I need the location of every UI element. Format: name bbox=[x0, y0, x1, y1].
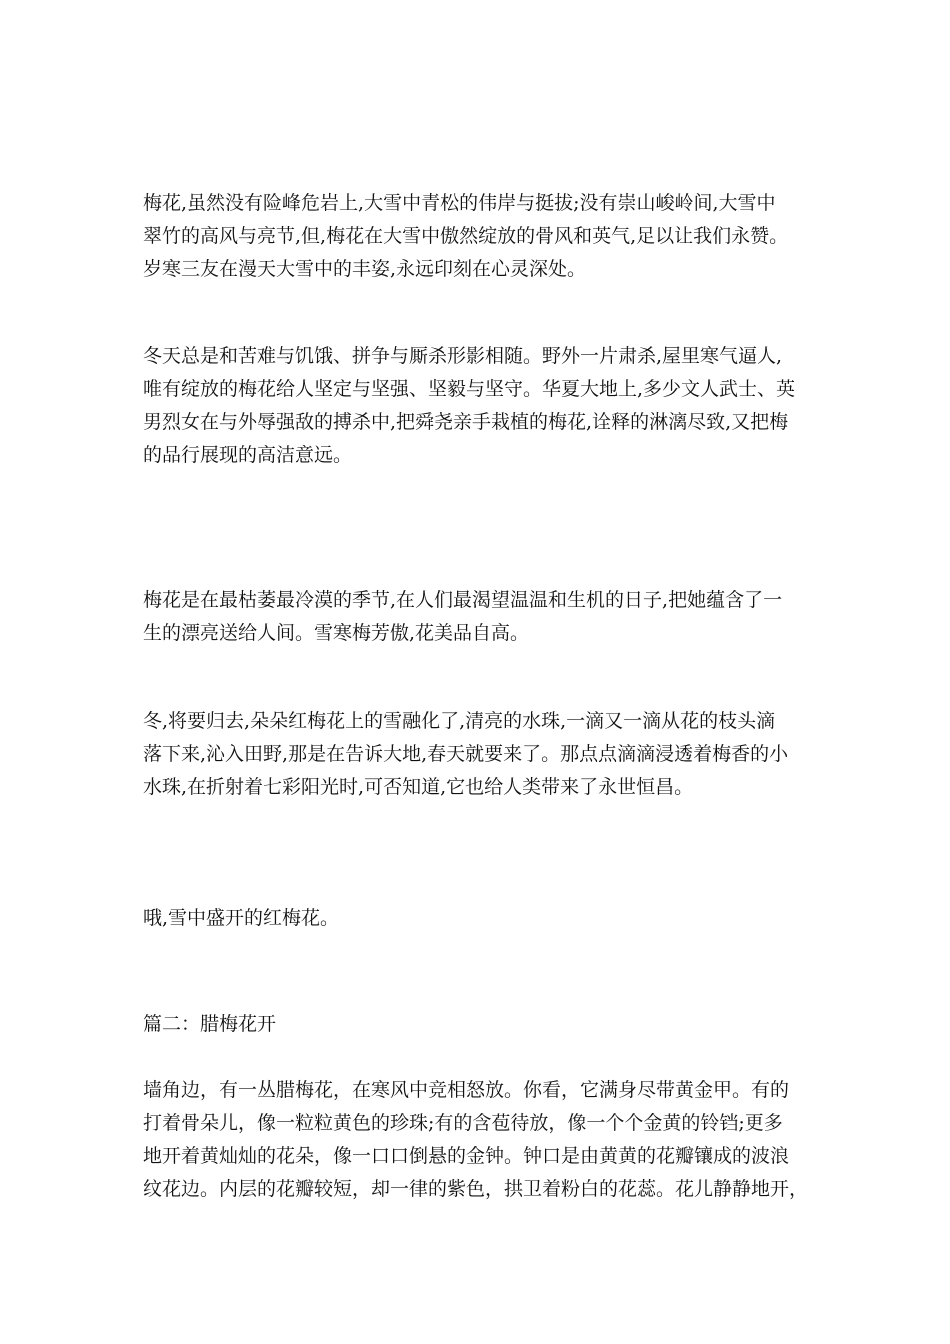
text-line: 水珠,在折射着七彩阳光时,可否知道,它也给人类带来了永世恒昌。 bbox=[143, 776, 694, 798]
text-line: 冬天总是和苦难与饥饿、拼争与厮杀形影相随。野外一片肃杀,屋里寒气逼人, bbox=[143, 345, 783, 367]
text-line: 打着骨朵儿，像一粒粒黄色的珍珠;有的含苞待放，像一个个金黄的铃铛;更多 bbox=[143, 1112, 783, 1134]
text-line: 地开着黄灿灿的花朵，像一口口倒悬的金钟。钟口是由黄黄的花瓣镶成的波浪 bbox=[143, 1145, 790, 1167]
paragraph-coldest-season bbox=[143, 584, 815, 650]
text-line: 岁寒三友在漫天大雪中的丰姿,永远印刻在心灵深处。 bbox=[143, 258, 587, 280]
text-line: 男烈女在与外辱强敌的搏杀中,把舜尧亲手栽植的梅花,诠释的淋漓尽致,又把梅 bbox=[143, 411, 789, 433]
text-line: 生的漂亮送给人间。雪寒梅芳傲,花美品自高。 bbox=[143, 622, 530, 644]
text-line: 翠竹的高风与亮节,但,梅花在大雪中傲然绽放的骨风和英气,足以让我们永赞。 bbox=[143, 225, 789, 247]
section-heading-part-two bbox=[143, 1008, 815, 1041]
paragraph-wintersweet bbox=[143, 1074, 815, 1206]
paragraph-plum-blossom-intro bbox=[143, 187, 815, 286]
text-line: 落下来,沁入田野,那是在告诉大地,春天就要来了。那点点滴滴浸透着梅香的小 bbox=[143, 743, 789, 765]
paragraph-winter-leaving bbox=[143, 705, 815, 804]
text-line: 梅花是在最枯萎最冷漠的季节,在人们最渴望温温和生机的日子,把她蕴含了一 bbox=[143, 589, 783, 611]
paragraph-winter-hardship bbox=[143, 340, 815, 472]
text-line: 篇二：腊梅花开 bbox=[143, 1013, 277, 1035]
text-line: 纹花边。内层的花瓣较短，却一律的紫色，拱卫着粉白的花蕊。花儿静静地开， bbox=[143, 1178, 809, 1200]
text-line: 墙角边，有一丛腊梅花，在寒风中竞相怒放。你看，它满身尽带黄金甲。有的 bbox=[143, 1079, 790, 1101]
text-line: 唯有绽放的梅花给人坚定与坚强、坚毅与坚守。华夏大地上,多少文人武士、英 bbox=[143, 378, 796, 400]
text-line: 哦,雪中盛开的红梅花。 bbox=[143, 907, 340, 929]
text-line: 冬,将要归去,朵朵红梅花上的雪融化了,清亮的水珠,一滴又一滴从花的枝头滴 bbox=[143, 710, 776, 732]
text-line: 梅花,虽然没有险峰危岩上,大雪中青松的伟岸与挺拔;没有崇山峻岭间,大雪中 bbox=[143, 192, 776, 214]
paragraph-exclamation bbox=[143, 902, 815, 935]
text-line: 的品行展现的高洁意远。 bbox=[143, 444, 353, 466]
